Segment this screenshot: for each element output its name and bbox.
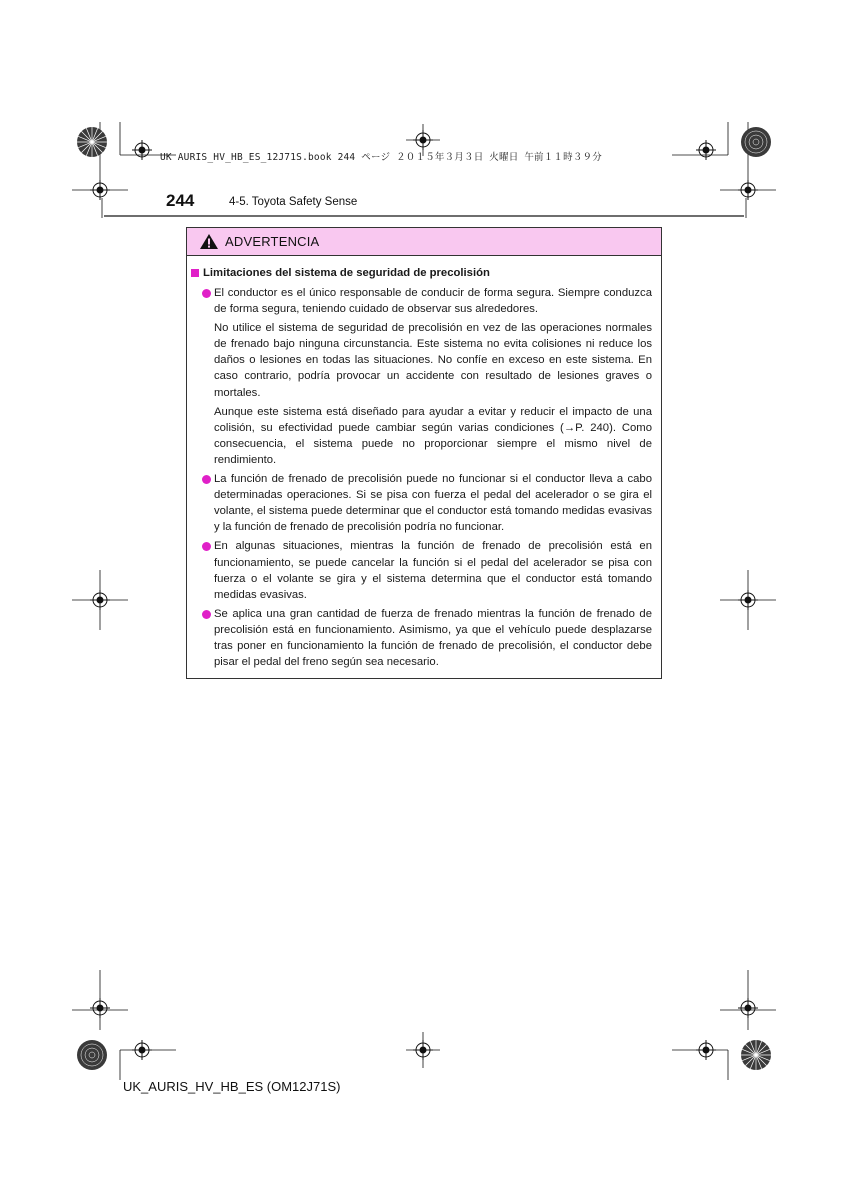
warning-paragraph: Se aplica una gran cantidad de fuerza de frenado mientras la función de frenado de precolisión está en funcionamiento. Asimismo, ya que el vehículo puede desplazarse tras poner en funcionamiento la función de frenado de precolisión, el conductor debe pisar el pedal del freno según sea necesario. bbox=[214, 607, 652, 669]
warning-triangle-icon bbox=[199, 233, 219, 250]
warning-paragraph: La función de frenado de precolisión puede no funcionar si el conductor lleva a cabo determinadas operaciones. Si se pisa con fuerza el pedal del acelerador o se gira el volante, el sistema puede determinar que el conductor está tomando medidas evasivas y la función de frenado de precolisión podría no funcionar. bbox=[214, 473, 652, 534]
round-bullet-icon bbox=[202, 542, 211, 551]
warning-label: ADVERTENCIA bbox=[225, 234, 320, 249]
warning-paragraph: Aunque este sistema está diseñado para ayudar a evitar y reducir el impacto de una colisión, su efectividad puede cambiar según varias condiciones (→P. 240). Como consecuencia, el sistema puede no proporcionar siempre el mismo nivel de rendimiento. bbox=[214, 405, 652, 466]
warning-box bbox=[186, 227, 662, 679]
warning-body bbox=[187, 256, 661, 670]
page-number: 244 bbox=[166, 191, 195, 210]
warning-paragraph: En algunas situaciones, mientras la función de frenado de precolisión está en funcionamiento, se puede cancelar la función si el pedal del acelerador se pisa con fuerza o el volante se gira y el sistema determina que el conductor está tomando medidas evasivas. bbox=[214, 540, 652, 601]
warning-subheading bbox=[191, 265, 652, 281]
section-title: 4-5. Toyota Safety Sense bbox=[229, 196, 358, 208]
header-rule bbox=[104, 215, 744, 217]
footer-code: UK_AURIS_HV_HB_ES (OM12J71S) bbox=[123, 1079, 341, 1094]
square-bullet-icon bbox=[191, 269, 199, 277]
round-bullet-icon bbox=[202, 289, 211, 298]
warning-subheading-text: Limitaciones del sistema de seguridad de precolisión bbox=[203, 267, 490, 279]
warning-header bbox=[187, 228, 661, 256]
warning-paragraph: El conductor es el único responsable de conducir de forma segura. Siempre conduzca de forma segura, teniendo cuidado de observar sus alrededores. bbox=[214, 287, 652, 316]
warning-item bbox=[191, 538, 652, 602]
warning-item bbox=[191, 606, 652, 670]
round-bullet-icon bbox=[202, 475, 211, 484]
round-bullet-icon bbox=[202, 610, 211, 619]
print-header: UK AURIS_HV_HB_ES_12J71S.book 244 ページ ２０１５年３月３日 火曜日 午前１１時３９分 bbox=[160, 152, 602, 163]
warning-item bbox=[191, 285, 652, 468]
warning-item bbox=[191, 471, 652, 535]
warning-paragraph: No utilice el sistema de seguridad de precolisión en vez de las operaciones normales de frenado bajo ninguna circunstancia. Este sistema no evita colisiones ni reduce los daños o lesiones en todas las situaciones. No confíe en exceso en este sistema. En caso contrario, podría provocar un accidente con resultado de lesiones graves o mortales. bbox=[214, 322, 652, 399]
